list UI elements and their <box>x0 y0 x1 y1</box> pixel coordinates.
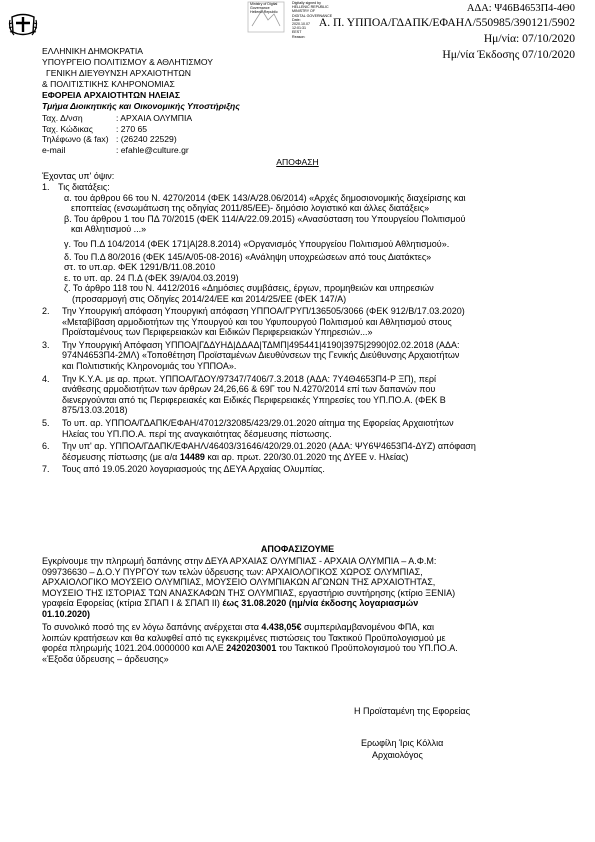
item-line: Τους από 19.05.2020 λογαριασμούς της ΔΕΥΑ Αρχαίας Ολυμπίας. <box>62 464 325 475</box>
paragraph-line: «Έξοδα ύδρευσης – άρδευσης» <box>42 653 169 664</box>
item-text: Τις διατάξεις: <box>58 182 110 192</box>
stamp-right-line: HELLENIC REPUBLIC <box>292 5 329 10</box>
stamp-left-line: Hellenic Republic <box>250 10 278 15</box>
paragraph-text-part: φορέα πληρωμής 1021.204.0000000 και ΑΛΕ <box>42 643 227 654</box>
contact-value: : 270 65 <box>116 123 148 134</box>
contact-value: : (26240 22529) <box>116 134 177 144</box>
list-item <box>42 306 552 338</box>
paragraph-line: 099736630 – Δ.Ο.Υ ΠΥΡΓΟΥ των τελών ύδρευσης των: ΑΡΧΑΙΟΛΟΓΙΚΟΣ ΧΩΡΟΣ ΟΛΥΜΠΙΑΣ, <box>42 566 423 577</box>
item-line: και Πολιτιστικής Κληρονομιάς του ΥΠΠΟΑ». <box>62 360 237 371</box>
commitment-number: 14489 <box>179 451 205 462</box>
paragraph-line <box>42 622 552 633</box>
sub-item: ε. το υπ. αρ. 24 Π.Δ (ΦΕΚ 39/Α/04.03.2019) <box>64 272 239 283</box>
header-republic: ΕΛΛΗΝΙΚΗ ΔΗΜΟΚΡΑΤΙΑ <box>42 46 143 56</box>
ale-code: 2420203001 <box>226 643 277 654</box>
paragraph-text-part: συμπεριλαμβανομένου ΦΠΑ, και <box>301 622 434 632</box>
item-line: ανάθεσης αρμοδιοτήτων των άρθρων 24,26,66 & 69Γ του Ν.4270/2014 επί των δαπανών που <box>62 384 436 395</box>
greek-emblem-icon <box>8 8 38 38</box>
paragraph-line <box>42 598 552 609</box>
decision-paragraph <box>42 556 552 620</box>
sub-item: (προσαρμογή στις Οδηγίες 2014/24/ΕΕ και 2014/25/ΕΕ (ΦΕΚ 147/Α) <box>72 293 347 304</box>
item-line: Ηλείας του ΥΠ.ΠΟ.Α. περί της αναγκαιότητας δέσμευσης πίστωσης. <box>62 428 332 439</box>
paragraph-line: ΑΡΧΑΙΟΛΟΓΙΚΟ ΜΟΥΣΕΙΟ ΟΛΥΜΠΙΑΣ, ΜΟΥΣΕΙΟ ΟΛΥΜΠΙΑΚΩΝ ΑΓΩΝΩΝ ΤΗΣ ΑΡΧΑΙΟΤΗΤΑΣ, <box>42 577 436 588</box>
item-number: 7. <box>42 464 50 475</box>
item-line: 974Ν4653Π4-2ΜΛ) «Τοποθέτηση Προϊσταμένων Διευθύνσεων της Γενικής Διεύθυνσης Αρχαιοτήτων <box>62 350 460 361</box>
item-line: Την Υπουργική Απόφαση ΥΠΠΟΑ|ΓΔΔΥΗΔ|ΔΔΑΔ|ΤΔΜΠ|495441|4190|3975|2990|02.02.2018 (ΑΔΑ: <box>62 339 460 350</box>
protocol-number: Α. Π. ΥΠΠΟΑ/ΓΔΑΠΚ/ΕΦΑΗΛ/550985/390121/5902 <box>318 16 575 29</box>
header-ministry: ΥΠΟΥΡΓΕΙΟ ΠΟΛΙΤΙΣΜΟΥ & ΑΘΛΗΤΙΣΜΟΥ <box>42 57 213 67</box>
paragraph-line: ΜΟΥΣΕΙΟ ΤΗΣ ΙΣΤΟΡΙΑΣ ΤΩΝ ΑΝΑΣΚΑΦΩΝ ΤΗΣ ΟΛΥΜΠΙΑΣ, εργαστήριο συντήρησης (κτίριο ΞΕΝΙΑ) <box>42 587 456 598</box>
item-text-part: και αρ. πρωτ. 220/30.01.2020 της ΔΥΕΕ ν. Ηλείας) <box>204 451 409 462</box>
contact-label: e-mail <box>42 144 66 155</box>
item-line: διενεργούνται από τις Περιφερειακές και Ειδικές Περιφερειακές Υπηρεσίες του ΥΠ.ΠΟ.Α. (ΦΕΚ Β <box>62 394 446 405</box>
signature-name: Ερωφίλη Ίρις Κόλλια <box>361 738 444 748</box>
numbered-list <box>42 306 552 475</box>
sub-item: στ. το υπ.αρ. ΦΕΚ 1291/Β/11.08.2010 <box>64 262 216 273</box>
ada-code: ΑΔΑ: Ψ46Β4653Π4-4Θ0 <box>466 3 575 14</box>
stamp-right-line: DIGITAL GOVERNANCE <box>292 13 333 18</box>
stamp-right-line: Date: <box>292 17 301 22</box>
contact-label: Τηλέφωνο (& fax) <box>42 134 109 144</box>
sub-item: γ. Του Π.Δ 104/2014 (ΦΕΚ 171|Α|28.8.2014) «Οργανισμός Υπουργείου Πολιτισμού Αθλητισμού». <box>64 238 450 249</box>
item-line: «Μεταβίβαση αρμοδιοτήτων της Υπουργού και του Υφυπουργού Πολιτισμού και Αθλητισμού στους <box>62 316 452 327</box>
paragraph-text-part: του Τακτικού Προϋπολογισμού του ΥΠ.ΠΟ.Α. <box>276 643 458 654</box>
document-title: ΑΠΟΦΑΣΗ <box>276 157 319 167</box>
billing-period: έως 31.08.2020 (ημ/νία έκδοσης λογαριασμών <box>222 598 419 609</box>
decision-heading: ΑΠΟΦΑΣΙΖΟΥΜΕ <box>260 544 335 554</box>
paragraph-line <box>42 643 552 654</box>
item-number: 1. <box>42 182 50 192</box>
stamp-right-line: 12:01:31 <box>292 26 306 31</box>
contact-value: : efahle@culture.gr <box>116 144 189 155</box>
sub-item: και Αθλητισμού ...» <box>71 224 147 235</box>
list-item <box>42 418 552 439</box>
list-item <box>42 182 552 193</box>
contact-label: Ταχ. Δ/νση <box>42 113 83 123</box>
paragraph-line: Εγκρίνουμε την πληρωμή δαπάνης στην ΔΕΥΑ ΑΡΧΑΙΑΣ ΟΛΥΜΠΙΑΣ - ΑΡΧΑΙΑ ΟΛΥΜΠΙΑ – Α.Φ.Μ: <box>42 556 437 566</box>
stamp-left-line: Governance <box>250 6 270 11</box>
stamp-right-line: 2020.10.07 <box>292 22 310 27</box>
total-amount: 4.438,05€ <box>261 622 302 632</box>
issue-date: Ημ/νία Έκδοσης 07/10/2020 <box>442 48 575 61</box>
item-line: 875/13.03.2018) <box>62 405 128 416</box>
paragraph-text-part: γραφεία Εφορείας (κτίρια ΣΠΑΠ Ι & ΣΠΑΠ ΙΙ) <box>42 598 223 609</box>
item-line: Το υπ. αρ. ΥΠΠΟΑ/ΓΔΑΠΚ/ΕΦΑΗ/47012/32085/423/29.01.2020 αίτημα της Εφορείας Αρχαιοτήτων <box>62 417 454 428</box>
list-item <box>42 374 552 416</box>
item-number: 6. <box>42 441 50 452</box>
stamp-right-line: Reason: <box>292 34 306 39</box>
list-item <box>42 464 552 475</box>
item-number: 2. <box>42 306 50 316</box>
provisions-list <box>42 182 552 305</box>
sub-item: β. Του άρθρου 1 του ΠΔ 70/2015 (ΦΕΚ 114/Α/22.09.2015) «Ανασύσταση του Υπουργείου Πολιτισμού <box>64 213 466 224</box>
stamp-left-line: Ministry of Digital <box>250 2 278 6</box>
header-heritage: & ΠΟΛΙΤΙΣΤΙΚΗΣ ΚΛΗΡΟΝΟΜΙΑΣ <box>42 79 175 89</box>
contact-label: Ταχ. Κώδικας <box>42 123 93 134</box>
amount-paragraph <box>42 622 552 664</box>
item-number: 3. <box>42 339 50 350</box>
item-number: 4. <box>42 373 50 384</box>
list-item <box>42 441 552 462</box>
item-line <box>62 452 552 463</box>
sub-item: α. του άρθρου 66 του Ν. 4270/2014 (ΦΕΚ 143/Α/28.06/2014) «Αρχές δημοσιονομικής διαχείρισης και <box>64 192 466 203</box>
item-line: Προϊσταμένους των Περιφερειακών και Ειδικών Περιφερειακών Υπηρεσιών...» <box>62 327 373 338</box>
document-date: Ημ/νία: 07/10/2020 <box>483 32 575 45</box>
sub-item: δ. Του Π.Δ 80/2016 (ΦΕΚ 145/Α/05-08-2016) «Ανάληψη υποχρεώσεων από τους Διατάκτες» <box>64 251 432 262</box>
item-line: Την Υπουργική απόφαση Υπουργική απόφαση ΥΠΠΟΑ/ΓΡΥΠ/136505/3066 (ΦΕΚ 912/Β/17.03.2020) <box>62 306 465 316</box>
item-line: Την υπ' αρ. ΥΠΠΟΑ/ΓΔΑΠΚ/ΕΦΑΗΛ/46403/31646/420/29.01.2020 (ΑΔΑ: ΨΥ6Ψ4653Π4-ΔΥΖ) απόφαση <box>62 441 476 452</box>
item-text-part: δέσμευσης πίστωσης (με α/α <box>62 451 180 462</box>
item-number: 5. <box>42 417 50 428</box>
paragraph-text-part: Το συνολικό ποσό της εν λόγω δαπάνης ανέρχεται στα <box>42 622 262 632</box>
sub-item: ζ. Το άρθρο 118 του Ν. 4412/2016 «Δημόσιες συμβάσεις, έργων, προμηθειών και υπηρεσιών <box>64 283 434 294</box>
stamp-right-line: MINISTRY OF <box>292 9 316 14</box>
contact-value: : ΑΡΧΑΙΑ ΟΛΥΜΠΙΑ <box>116 113 193 123</box>
header-ephorate: ΕΦΟΡΕΙΑ ΑΡΧΑΙΟΤΗΤΩΝ ΗΛΕΙΑΣ <box>42 90 180 100</box>
paragraph-line: 01.10.2020) <box>42 608 91 619</box>
considering-heading: Έχοντας υπ' όψιν: <box>42 171 115 181</box>
item-line: Την Κ.Υ.Α. με αρ. πρωτ. ΥΠΠΟΑ/ΓΔΟΥ/97347/7406/7.3.2018 (ΑΔΑ: 7Υ4Θ4653Π4-Ρ ΞΠ), περί <box>62 373 437 384</box>
stamp-right-line: EEST <box>292 30 302 35</box>
stamp-right-line: Digitally signed by <box>292 1 321 5</box>
signature-role: Η Προϊσταμένη της Εφορείας <box>354 706 470 716</box>
paragraph-line: λοιπών κρατήσεων και θα καλυφθεί από τις εγκεκριμένες πιστώσεις του Τακτικού Προϋπολογισμού με <box>42 632 446 643</box>
list-item <box>42 340 552 372</box>
header-directorate: ΓΕΝΙΚΗ ΔΙΕΥΘΥΝΣΗ ΑΡΧΑΙΟΤΗΤΩΝ <box>46 68 191 78</box>
sub-item: εποπτείας (ενσωμάτωση της οδηγίας 2011/85/ΕΕ)- δημόσιο λογιστικό και άλλες διατάξεις» <box>71 203 430 214</box>
header-department: Τμήμα Διοικητικής και Οικονομικής Υποστήριξης <box>42 101 240 111</box>
signature-title: Αρχαιολόγος <box>372 750 423 760</box>
